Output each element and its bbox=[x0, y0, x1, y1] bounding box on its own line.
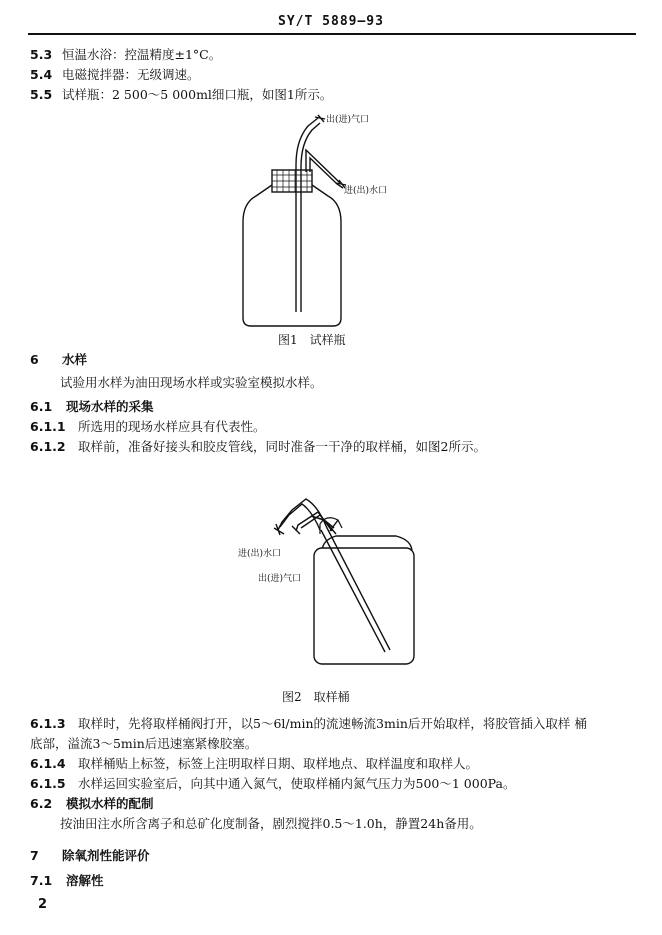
figure-1-caption: 图1 试样瓶 bbox=[278, 333, 346, 347]
item-6-1-5 bbox=[30, 775, 515, 793]
section-title: 模拟水样的配制 bbox=[66, 796, 154, 811]
item-text: 所选用的现场水样应具有代表性。 bbox=[78, 419, 266, 434]
section-title: 溶解性 bbox=[66, 873, 104, 888]
figure-2-label-gas-port: 出(进)气口 bbox=[258, 574, 302, 584]
section-number: 6 bbox=[30, 352, 39, 367]
section-number: 6.1 bbox=[30, 399, 53, 414]
item-text: 取样前，准备好接头和胶皮管线，同时准备一干净的取样桶，如图2所示。 bbox=[78, 439, 486, 454]
document-code-header: SY/T 5889—93 bbox=[278, 14, 384, 29]
section-title: 现场水样的采集 bbox=[66, 399, 154, 414]
item-number: 6.1.1 bbox=[30, 419, 66, 434]
item-text: 试样瓶：2 500～5 000ml细口瓶，如图1所示。 bbox=[62, 87, 333, 102]
item-text: 取样时，先将取样桶阀打开，以5～6l/min的流速畅流3min后开始取样，将胶管插入取样 桶 bbox=[78, 716, 587, 731]
item-number: 5.3 bbox=[30, 47, 53, 62]
item-number: 6.1.5 bbox=[30, 776, 66, 791]
section-title: 除氧剂性能评价 bbox=[62, 848, 150, 863]
item-6-1-4 bbox=[30, 755, 478, 773]
item-6-1-3 bbox=[30, 715, 587, 733]
item-number: 6.1.3 bbox=[30, 716, 66, 731]
section-6-intro: 试验用水样为油田现场水样或实验室模拟水样。 bbox=[60, 375, 323, 390]
item-text: 恒温水浴：控温精度±1°C。 bbox=[62, 47, 222, 62]
figure-1-label-gas-port: 出(进)气口 bbox=[326, 115, 370, 125]
section-title: 水样 bbox=[62, 352, 88, 367]
figure-1-label-water-port: 进(出)水口 bbox=[344, 186, 388, 196]
section-7-heading bbox=[30, 847, 150, 865]
item-number: 5.4 bbox=[30, 67, 53, 82]
section-number: 7.1 bbox=[30, 873, 53, 888]
item-number: 6.1.2 bbox=[30, 439, 66, 454]
section-6-2-heading bbox=[30, 795, 154, 813]
section-number: 7 bbox=[30, 848, 39, 863]
page-number: 2 bbox=[38, 897, 48, 912]
section-6-2-body: 按油田注水所含离子和总矿化度制备，剧烈搅拌0.5～1.0h，静置24h备用。 bbox=[60, 816, 482, 831]
item-number: 5.5 bbox=[30, 87, 53, 102]
item-number: 6.1.4 bbox=[30, 756, 66, 771]
item-text: 电磁搅拌器：无级调速。 bbox=[62, 67, 200, 82]
item-6-1-3-continued: 底部，溢流3～5min后迅速塞紧橡胶塞。 bbox=[30, 736, 258, 751]
section-7-1-heading bbox=[30, 872, 104, 890]
section-number: 6.2 bbox=[30, 796, 53, 811]
figure-2-label-water-port: 进(出)水口 bbox=[238, 549, 282, 559]
figure-2-caption: 图2 取样桶 bbox=[282, 690, 350, 704]
item-text: 取样桶贴上标签，标签上注明取样日期、取样地点、取样温度和取样人。 bbox=[78, 756, 479, 771]
item-text: 水样运回实验室后，向其中通入氮气，使取样桶内氮气压力为500～1 000Pa。 bbox=[78, 776, 516, 791]
